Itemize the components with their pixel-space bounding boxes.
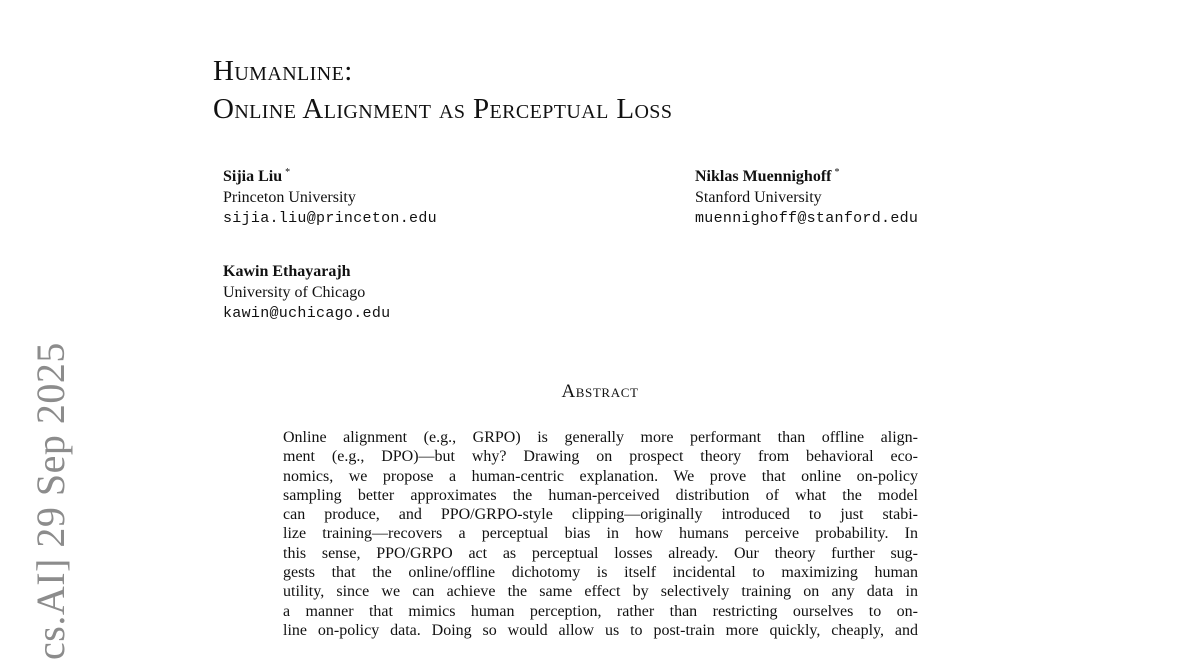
equal-contribution-mark: * bbox=[834, 167, 840, 178]
author-affiliation: Princeton University bbox=[223, 189, 356, 206]
abstract-line: utility, since we can achieve the same effect by selectively training on any data in bbox=[283, 583, 918, 601]
author-name: Sijia Liu * bbox=[223, 167, 291, 185]
abstract-line: Online alignment (e.g., GRPO) is generally more performant than offline align- bbox=[283, 429, 918, 446]
author-email[interactable]: kawin@uchicago.edu bbox=[223, 305, 391, 322]
title-line-1: Humanline: bbox=[213, 55, 353, 87]
abstract-line: sampling better approximates the human-perceived distribution of what the model bbox=[283, 486, 918, 504]
author-block bbox=[223, 162, 437, 229]
author-block bbox=[695, 162, 918, 229]
author-email[interactable]: sijia.liu@princeton.edu bbox=[223, 210, 437, 227]
abstract-text bbox=[283, 428, 918, 640]
author-block bbox=[223, 261, 390, 324]
author-email[interactable]: muennighoff@stanford.edu bbox=[695, 210, 919, 227]
author-name: Kawin Ethayarajh bbox=[223, 263, 351, 280]
title-line-2: Online Alignment as Perceptual Loss bbox=[213, 93, 673, 125]
abstract-line: this sense, PPO/GRPO act as perceptual losses already. Our theory further sug- bbox=[283, 544, 918, 562]
abstract-heading: Abstract bbox=[561, 381, 639, 402]
author-affiliation: University of Chicago bbox=[223, 284, 366, 301]
author-affiliation: Stanford University bbox=[695, 189, 822, 206]
abstract-line: can produce, and PPO/GRPO-style clipping—originally introduced to just stabi- bbox=[283, 506, 918, 524]
abstract-line: nomics, we propose a human-centric explanation. We prove that online on-policy bbox=[283, 467, 918, 485]
author-name: Niklas Muennighoff * bbox=[695, 167, 840, 185]
equal-contribution-mark: * bbox=[285, 167, 291, 178]
abstract-line: lize training—recovers a perceptual bias in how humans perceive probability. In bbox=[283, 525, 918, 543]
paper-title bbox=[213, 52, 672, 128]
abstract-line: a manner that mimics human perception, rather than restricting ourselves to on- bbox=[283, 602, 918, 620]
abstract-line: ment (e.g., DPO)—but why? Drawing on prospect theory from behavioral eco- bbox=[283, 448, 918, 466]
abstract-line: gests that the online/offline dichotomy is itself incidental to maximizing human bbox=[283, 564, 918, 582]
abstract-line: line on-policy data. Doing so would allow us to post-train more quickly, cheaply, and bbox=[283, 621, 918, 639]
arxiv-identifier-stamp: cs.AI] 29 Sep 2025 bbox=[28, 342, 73, 660]
